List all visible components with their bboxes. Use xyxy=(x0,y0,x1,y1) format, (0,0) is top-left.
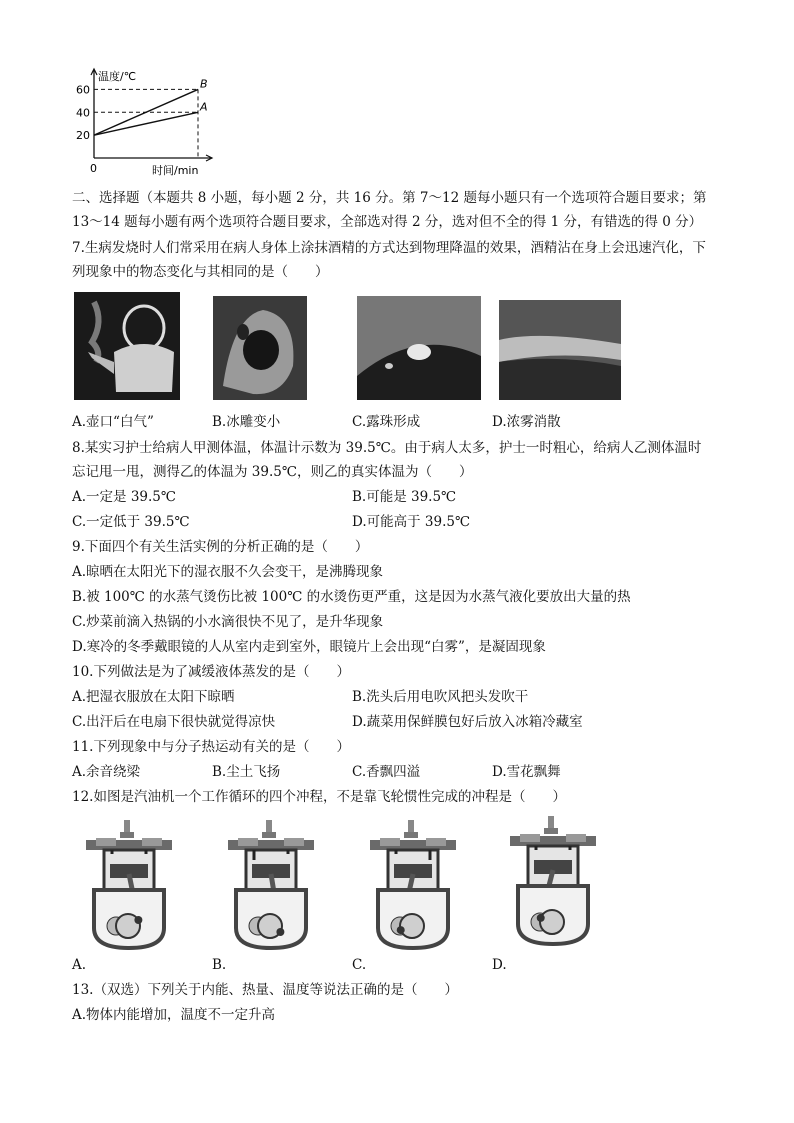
photo-dew-drop xyxy=(357,296,481,400)
q12-option-b[interactable]: B. xyxy=(212,957,227,973)
q11-stem: 11.下列现象中与分子热运动有关的是（ ） xyxy=(72,739,350,755)
q12-stem: 12.如图是汽油机一个工作循环的四个冲程，不是靠飞轮惯性完成的冲程是（ ） xyxy=(72,789,566,805)
q11-option-d[interactable]: D.雪花飘舞 xyxy=(492,764,561,780)
q9-option-d[interactable]: D.寒冷的冬季戴眼镜的人从室内走到室外，眼镜片上会出现“白雾”，是凝固现象 xyxy=(72,639,546,655)
q8-option-b[interactable]: B.可能是 39.5℃ xyxy=(352,489,457,505)
q8-option-d[interactable]: D.可能高于 39.5℃ xyxy=(352,514,471,530)
y-tick-label: 60 xyxy=(76,83,90,97)
photo-kettle-steam xyxy=(74,292,180,400)
y-tick-label: 20 xyxy=(76,129,90,143)
q7-option-b[interactable]: B.冰雕变小 xyxy=(212,414,281,430)
q7-option-c[interactable]: C.露珠形成 xyxy=(352,414,421,430)
engine-stroke-d xyxy=(506,814,600,950)
series-label-B: B xyxy=(200,77,208,91)
engine-stroke-a xyxy=(82,818,176,954)
q7-stem: 7.生病发烧时人们常采用在病人身体上涂抹酒精的方式达到物理降温的效果，酒精沾在身上会迅速汽化，下 xyxy=(72,240,706,256)
q7-option-a[interactable]: A.壶口“白气” xyxy=(72,414,154,430)
q7-stem-cont: 列现象中的物态变化与其相同的是（ ） xyxy=(72,264,329,280)
q13-option-a[interactable]: A.物体内能增加，温度不一定升高 xyxy=(72,1007,276,1023)
series-line-A xyxy=(94,112,198,135)
q10-stem: 10.下列做法是为了减缓液体蒸发的是（ ） xyxy=(72,664,350,680)
q8-stem-cont: 忘记甩一甩，测得乙的体温为 39.5℃，则乙的真实体温为（ ） xyxy=(72,464,473,480)
q11-option-a[interactable]: A.余音绕梁 xyxy=(72,764,141,780)
q12-option-a[interactable]: A. xyxy=(72,957,87,973)
q7-option-d[interactable]: D.浓雾消散 xyxy=(492,414,561,430)
y-tick-label: 40 xyxy=(76,106,90,120)
q12-option-c[interactable]: C. xyxy=(352,957,367,973)
q9-stem: 9.下面四个有关生活实例的分析正确的是（ ） xyxy=(72,539,369,555)
q12-option-d[interactable]: D. xyxy=(492,957,507,973)
series-label-A: A xyxy=(200,100,208,114)
q8-stem: 8.某实习护士给病人甲测体温，体温计示数为 39.5℃。由于病人太多，护士一时粗心，给病人乙测体温时 xyxy=(72,440,702,456)
q10-option-c[interactable]: C.出汗后在电扇下很快就觉得凉快 xyxy=(72,714,276,730)
origin-label: 0 xyxy=(90,162,97,175)
q10-option-b[interactable]: B.洗头后用电吹风把头发吹干 xyxy=(352,689,529,705)
photo-fog xyxy=(499,300,621,400)
q10-option-a[interactable]: A.把湿衣服放在太阳下晾晒 xyxy=(72,689,235,705)
engine-stroke-c xyxy=(366,818,460,954)
temperature-time-chart xyxy=(70,66,230,178)
y-axis-label: 温度/℃ xyxy=(98,70,137,83)
q10-option-d[interactable]: D.蔬菜用保鲜膜包好后放入冰箱冷藏室 xyxy=(352,714,583,730)
q8-option-a[interactable]: A.一定是 39.5℃ xyxy=(72,489,176,505)
q13-stem: 13.（双选）下列关于内能、热量、温度等说法正确的是（ ） xyxy=(72,982,458,998)
section-title-cont: 13～14 题每小题有两个选项符合题目要求，全部选对得 2 分，选对但不全的得 1 分，有错选的得 0 分） xyxy=(72,214,703,230)
photo-ice-sculpture xyxy=(213,296,307,400)
section-title: 二、选择题（本题共 8 小题，每小题 2 分，共 16 分。第 7～12 题每小题只有一个选项符合题目要求；第 xyxy=(72,190,707,206)
q8-option-c[interactable]: C.一定低于 39.5℃ xyxy=(72,514,190,530)
q9-option-a[interactable]: A.晾晒在太阳光下的湿衣服不久会变干，是沸腾现象 xyxy=(72,564,384,580)
q9-option-c[interactable]: C.炒菜前滴入热锅的小水滴很快不见了，是升华现象 xyxy=(72,614,384,630)
q11-option-b[interactable]: B.尘土飞扬 xyxy=(212,764,281,780)
engine-stroke-b xyxy=(224,818,318,954)
q9-option-b[interactable]: B.被 100℃ 的水蒸气烫伤比被 100℃ 的水烫伤更严重，这是因为水蒸气液化要放出大量的热 xyxy=(72,589,631,605)
q11-option-c[interactable]: C.香飘四溢 xyxy=(352,764,421,780)
x-axis-label: 时间/min xyxy=(152,164,199,177)
